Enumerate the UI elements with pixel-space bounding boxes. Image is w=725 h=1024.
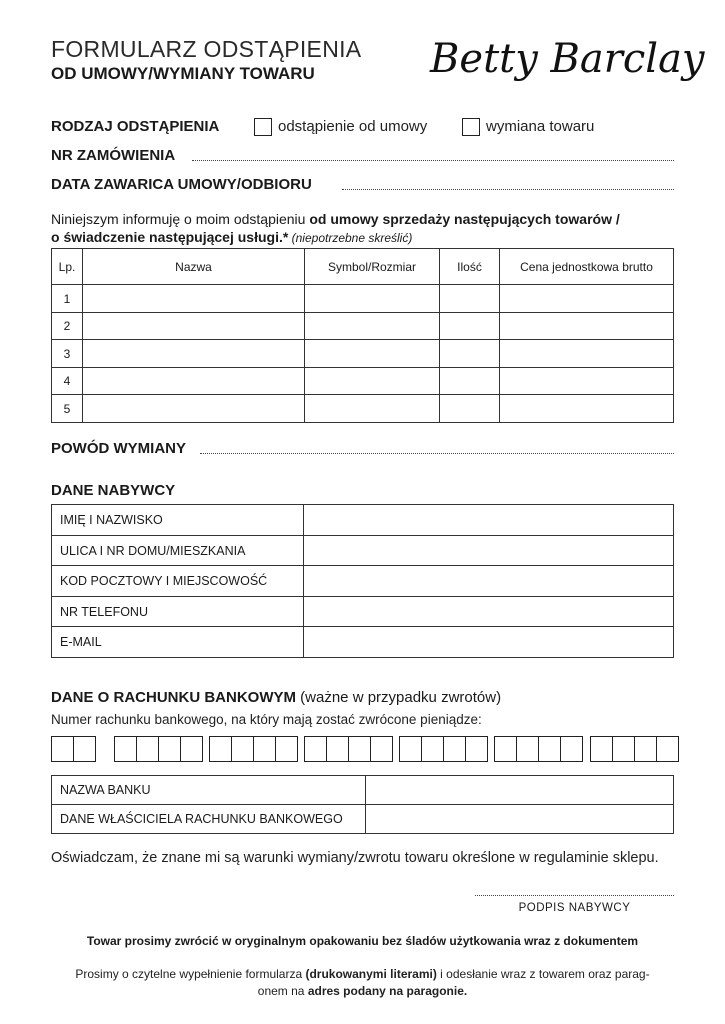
order-number-label: NR ZAMÓWIENIA [51,147,176,164]
cell-symbol[interactable] [305,313,440,340]
signature-label: PODPIS NABYWCY [518,902,631,914]
account-boxes-group-7[interactable] [590,736,678,762]
cell-qty[interactable] [440,395,500,423]
buyer-field-input[interactable] [304,627,674,658]
cell-price[interactable] [500,285,674,313]
intro-paragraph [51,210,681,247]
buyer-section-title: DANE NABYWCY [51,482,176,499]
bank-section-heading [51,689,501,706]
bank-field-label: NAZWA BANKU [52,776,366,805]
cell-symbol[interactable] [305,285,440,313]
cell-name[interactable] [83,313,305,340]
signature-field[interactable] [475,895,674,896]
cell-name[interactable] [83,285,305,313]
cell-qty[interactable] [440,313,500,340]
cell-qty[interactable] [440,285,500,313]
buyer-field-input[interactable] [304,597,674,627]
col-header-price: Cena jednostkowa brutto [500,249,674,285]
buyer-field-label: IMIĘ I NAZWISKO [52,505,304,536]
col-header-lp: Lp. [52,249,83,285]
withdrawal-checkbox[interactable] [254,118,272,136]
table-row [52,313,674,340]
withdrawal-type-label: RODZAJ ODSTĄPIENIA [51,118,220,135]
cell-name[interactable] [83,340,305,368]
statement-text: Oświadczam, że znane mi są warunki wymiany/zwrotu towaru określone w regulaminie sklepu. [51,850,659,866]
row-number: 3 [52,340,83,368]
intro-italic: (niepotrzebne skreślić) [288,231,413,245]
table-row [52,395,674,423]
footer-note: Towar prosimy zwrócić w oryginalnym opakowaniu bez śladów użytkowania wraz z dokumentem [86,934,639,948]
brand-logo [430,28,705,94]
footer-text-3: onem na [257,984,308,998]
row-number: 2 [52,313,83,340]
footer-bold-2: adres podany na paragonie. [307,984,468,998]
cell-name[interactable] [83,368,305,395]
brand-logo-signature [430,28,705,94]
footer-text-1: Prosimy o czytelne wypełnienie formularza [75,967,306,981]
intro-text: Niniejszym informuję o moim odstąpieniu [51,211,310,227]
order-number-field[interactable] [192,160,674,161]
bank-table [51,775,674,834]
cell-name[interactable] [83,395,305,423]
account-boxes-group-3[interactable] [209,736,297,762]
bank-field-label: DANE WŁAŚCICIELA RACHUNKU BANKOWEGO [52,805,366,834]
account-boxes-group-6[interactable] [494,736,582,762]
form-title-line2: OD UMOWY/WYMIANY TOWARU [51,64,315,83]
footer-paragraph [40,966,685,1000]
buyer-field-label: NR TELEFONU [52,597,304,627]
bank-field-input[interactable] [366,776,674,805]
buyer-table [51,504,674,658]
table-row [52,368,674,395]
contract-date-label: DATA ZAWARICA UMOWY/ODBIORU [51,176,312,193]
exchange-checkbox[interactable] [462,118,480,136]
bank-section-title: DANE O RACHUNKU BANKOWYM [51,689,296,706]
cell-price[interactable] [500,313,674,340]
row-number: 5 [52,395,83,423]
withdrawal-option-label: odstąpienie od umowy [278,118,428,135]
bank-section-note: (ważne w przypadku zwrotów) [296,689,502,706]
account-number-label: Numer rachunku bankowego, na który mają zostać zwrócone pieniądze: [51,712,482,727]
cell-price[interactable] [500,368,674,395]
intro-bold-2: o świadczenie następującej usługi.* [51,229,289,245]
row-number: 1 [52,285,83,313]
cell-qty[interactable] [440,340,500,368]
col-header-qty: Ilość [440,249,500,285]
row-number: 4 [52,368,83,395]
account-boxes-group-5[interactable] [399,736,487,762]
intro-bold-1: od umowy sprzedaży następujących towarów / [309,211,620,227]
col-header-symbol: Symbol/Rozmiar [305,249,440,285]
table-row [52,340,674,368]
exchange-reason-field[interactable] [200,453,674,454]
buyer-field-label: ULICA I NR DOMU/MIESZKANIA [52,536,304,566]
account-boxes-group-2[interactable] [114,736,202,762]
cell-price[interactable] [500,340,674,368]
exchange-option-label: wymiana towaru [486,118,595,135]
buyer-field-label: KOD POCZTOWY I MIEJSCOWOŚĆ [52,566,304,597]
buyer-field-input[interactable] [304,566,674,597]
buyer-field-input[interactable] [304,505,674,536]
footer-bold-1: (drukowanymi literami) [305,967,437,981]
contract-date-field[interactable] [342,189,674,190]
buyer-field-label: E-MAIL [52,627,304,658]
table-row [52,285,674,313]
cell-price[interactable] [500,395,674,423]
cell-symbol[interactable] [305,395,440,423]
form-title-line1: FORMULARZ ODSTĄPIENIA [51,36,362,62]
account-boxes-group-1[interactable] [51,736,95,762]
cell-qty[interactable] [440,368,500,395]
footer-text-2: i odesłanie wraz z towarem oraz parag- [436,967,650,981]
exchange-reason-label: POWÓD WYMIANY [51,440,186,457]
buyer-field-input[interactable] [304,536,674,566]
products-table [51,248,674,423]
cell-symbol[interactable] [305,368,440,395]
brand-logo-text: Betty Barclay [430,36,705,82]
cell-symbol[interactable] [305,340,440,368]
col-header-name: Nazwa [83,249,305,285]
bank-field-input[interactable] [366,805,674,834]
account-boxes-group-4[interactable] [304,736,392,762]
